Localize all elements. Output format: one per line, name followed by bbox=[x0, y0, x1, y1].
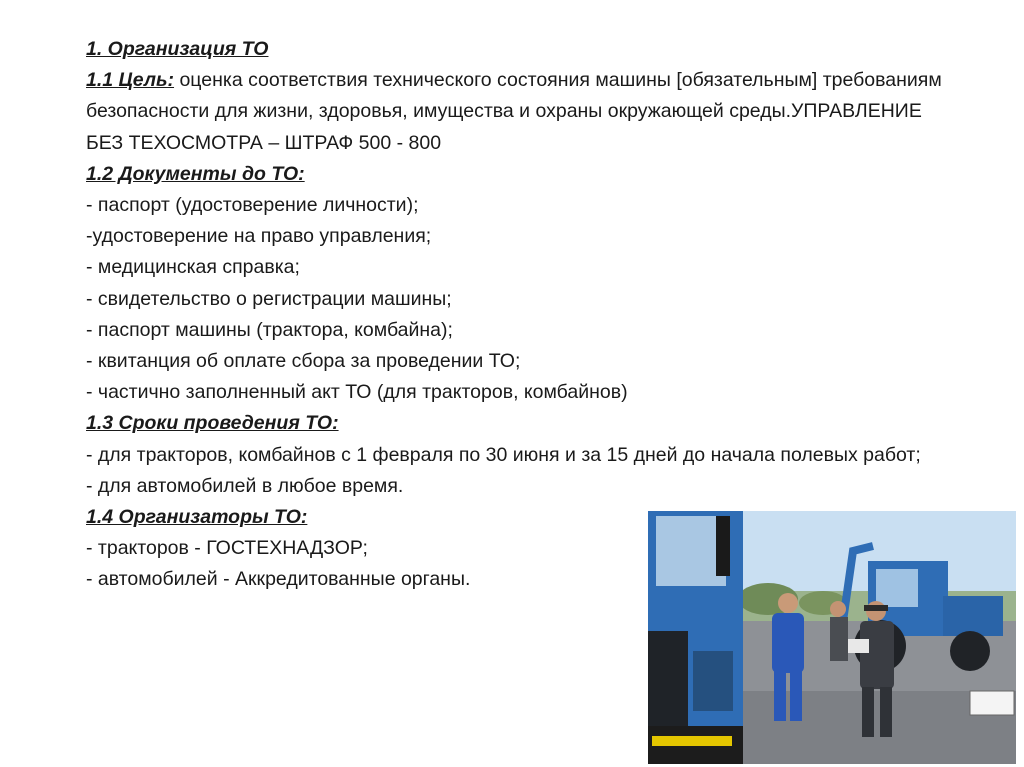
term-item: - для тракторов, комбайнов с 1 февраля по 30 июня и за 15 дней до начала полевых работ; bbox=[86, 443, 921, 466]
document-item: - паспорт машины (трактора, комбайна); bbox=[86, 318, 453, 341]
document-item: - паспорт (удостоверение личности); bbox=[86, 194, 419, 217]
documents-heading: 1.2 Документы до ТО: bbox=[86, 162, 305, 185]
organizers-heading: 1.4 Организаторы ТО: bbox=[86, 506, 308, 529]
document-item: - частично заполненный акт ТО (для тракторов, комбайнов) bbox=[86, 381, 628, 404]
organizer-item: - тракторов - ГОСТЕХНАДЗОР; bbox=[86, 537, 368, 560]
document-item: -удостоверение на право управления; bbox=[86, 225, 432, 248]
document-item: - квитанция об оплате сбора за проведении ТО; bbox=[86, 350, 521, 373]
terms-heading: 1.3 Сроки проведения ТО: bbox=[86, 412, 339, 435]
term-item: - для автомобилей в любое время. bbox=[86, 474, 404, 497]
goal-text: оценка соответствия технического состояния машины [обязательным] требованиям безопасности для жизни, здоровья, имущества и охраны окружающей среды.УПРАВЛЕНИЕ БЕЗ ТЕХОСМОТРА – ШТРАФ 500 - 800 bbox=[86, 69, 942, 154]
goal-label: 1.1 Цель: bbox=[86, 69, 175, 92]
goal-paragraph bbox=[86, 65, 946, 159]
tractor-inspection-photo bbox=[648, 511, 1016, 764]
photo-illustration bbox=[648, 511, 1016, 764]
document-item: - медицинская справка; bbox=[86, 256, 300, 279]
document-item: - свидетельство о регистрации машины; bbox=[86, 287, 452, 310]
slide-title: 1. Организация ТО bbox=[86, 38, 269, 60]
organizer-item: - автомобилей - Аккредитованные органы. bbox=[86, 568, 471, 591]
